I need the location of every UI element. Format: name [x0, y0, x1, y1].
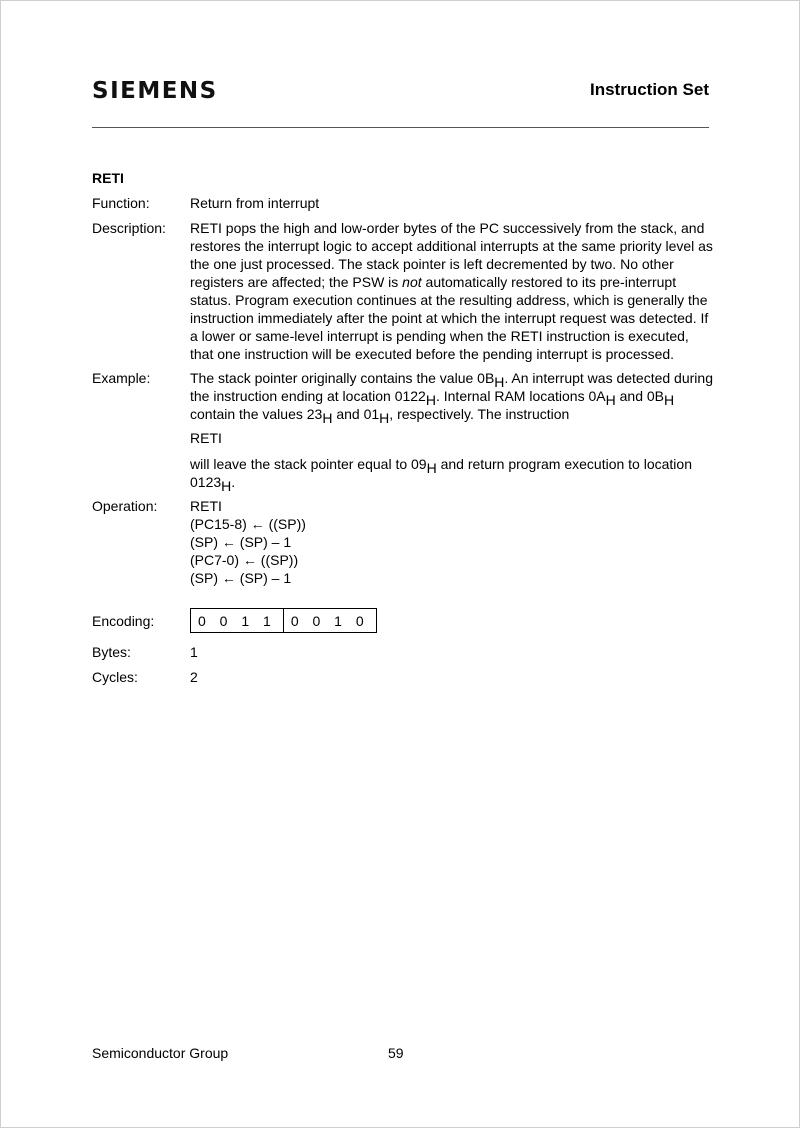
page-number: 59	[388, 1045, 404, 1061]
description-label: Description:	[92, 220, 166, 236]
bytes-label: Bytes:	[92, 644, 131, 660]
example-code: RETI	[190, 430, 222, 446]
siemens-logo: SIEMENS	[92, 78, 218, 104]
operation-line: (SP) ← (SP) – 1	[190, 534, 292, 550]
operation-line: (SP) ← (SP) – 1	[190, 570, 292, 586]
operation-line: (PC7-0) ← ((SP))	[190, 552, 299, 568]
cycles-value: 2	[190, 669, 198, 685]
function-value: Return from interrupt	[190, 195, 320, 211]
encoding-low-nibble: 0 0 1 0	[283, 609, 376, 633]
example-label: Example:	[92, 370, 151, 386]
encoding-high-nibble: 0 0 1 1	[191, 609, 284, 633]
operation-line: (PC15-8) ← ((SP))	[190, 516, 306, 532]
operation-list	[190, 497, 715, 587]
description-emphasis: not	[402, 274, 422, 290]
cycles-label: Cycles:	[92, 669, 138, 685]
header-divider	[92, 127, 709, 128]
description-part-1: RETI pops the high and low-order bytes of the PC successively from the stack, and restores the interrupt logic to accept additional interrupts at the same priority level as the one just processed. The stack pointer is left decremented by two. No other registers are affected; the PSW is	[190, 220, 713, 290]
description-text	[190, 219, 715, 363]
operation-line: RETI	[190, 498, 222, 514]
operation-label: Operation:	[92, 498, 158, 514]
example-text: The stack pointer originally contains the value 0BH. An interrupt was detected during the instruction ending at location 0122H. Internal RAM locations 0AH and 0BH contain the values 23H and 01H, respectively. The instruction	[190, 370, 713, 426]
instruction-name: RETI	[92, 170, 124, 186]
bytes-value: 1	[190, 644, 198, 660]
example-result: will leave the stack pointer equal to 09H and return program execution to location 0123H.	[190, 456, 692, 494]
encoding-table	[190, 608, 377, 633]
function-label: Function:	[92, 195, 150, 211]
section-title: Instruction Set	[589, 80, 709, 99]
encoding-label: Encoding:	[92, 613, 155, 629]
footer-company: Semiconductor Group	[92, 1045, 229, 1061]
description-part-2: automatically restored to its pre-interrupt status. Program execution continues at the resulting address, which is generally the instruction immediately after the point at which the interrupt request was detected. If a lower or same-level interrupt is pending when the RETI instruction is executed, that one instruction will be executed before the pending interrupt is processed.	[190, 274, 709, 362]
